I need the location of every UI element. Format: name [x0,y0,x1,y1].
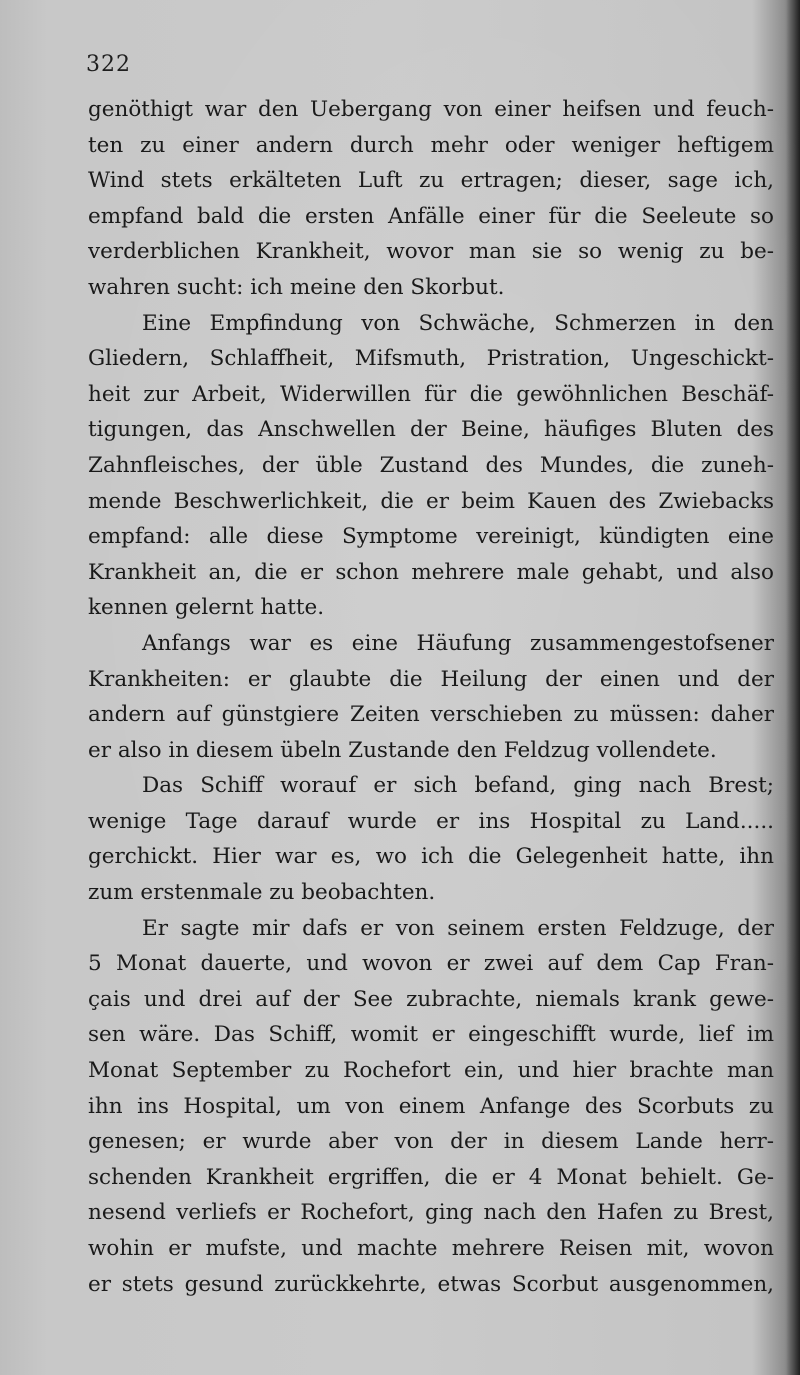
text-line: wahren sucht: ich meine den Skorbut. [88,274,505,300]
text-line: heit zur Arbeit, Widerwillen für die gewöhnlichen Beschäf- [88,381,774,407]
text-line: Monat September zu Rochefort ein, und hier brachte man [88,1058,774,1084]
text-line: Er sagte mir dafs er von seinem ersten Feldzuge, der [142,915,774,941]
text-line: tigungen, das Anschwellen der Beine, häufiges Bluten des [88,417,774,443]
text-line: Eine Empfindung von Schwäche, Schmerzen in den [142,310,774,336]
text-line: kennen gelernt hatte. [88,595,325,621]
text-line: mende Beschwerlichkeit, die er beim Kauen des Zwiebacks [88,488,774,514]
text-line: schenden Krankheit ergriffen, die er 4 Monat behielt. Ge- [88,1164,774,1190]
text-line: ihn ins Hospital, um von einem Anfange des Scorbuts zu [88,1093,774,1119]
text-line: çais und drei auf der See zubrachte, niemals krank gewe- [88,986,774,1012]
text-line: empfand bald die ersten Anfälle einer für die Seeleute so [88,203,774,229]
text-line: Zahnfleisches, der üble Zustand des Mundes, die zuneh- [88,452,774,478]
text-line: zum erstenmale zu beobachten. [88,880,436,906]
body-text [88,92,774,1302]
text-line: 5 Monat dauerte, und wovon er zwei auf dem Cap Fran- [88,951,774,977]
text-line: wenige Tage darauf wurde er ins Hospital zu Land..... [88,808,774,834]
text-line: er stets gesund zurückkehrte, etwas Scorbut ausgenommen, [88,1271,774,1297]
text-line: Wind stets erkälteten Luft zu ertragen; dieser, sage ich, [88,168,774,194]
text-line: ten zu einer andern durch mehr oder weniger heftigem [88,132,774,158]
text-line: Das Schiff worauf er sich befand, ging nach Brest; [142,773,774,799]
page-number: 322 [86,52,131,77]
text-line: er also in diesem übeln Zustande den Feldzug vollendete. [88,737,717,763]
text-line: sen wäre. Das Schiff, womit er eingeschifft wurde, lief im [88,1022,774,1048]
text-line: andern auf günstgiere Zeiten verschieben zu müssen: daher [88,702,774,728]
text-line: empfand: alle diese Symptome vereinigt, kündigten eine [88,524,774,550]
text-line: nesend verliefs er Rochefort, ging nach den Hafen zu Brest, [88,1200,774,1226]
text-line: verderblichen Krankheit, wovor man sie so wenig zu be- [88,239,774,265]
text-line: Anfangs war es eine Häufung zusammengestofsener [142,630,774,656]
text-line: Krankheit an, die er schon mehrere male gehabt, und also [88,559,774,585]
text-line: genesen; er wurde aber von der in diesem Lande herr- [88,1129,774,1155]
text-line: genöthigt war den Uebergang von einer heifsen und feuch- [88,97,774,122]
text-line: wohin er mufste, und machte mehrere Reisen mit, wovon [88,1236,774,1261]
text-line: Krankheiten: er glaubte die Heilung der einen und der [88,666,774,692]
text-line: gerchickt. Hier war es, wo ich die Gelegenheit hatte, ihn [88,844,774,870]
text-line: Gliedern, Schlaffheit, Mifsmuth, Pristration, Ungeschickt- [88,346,774,372]
